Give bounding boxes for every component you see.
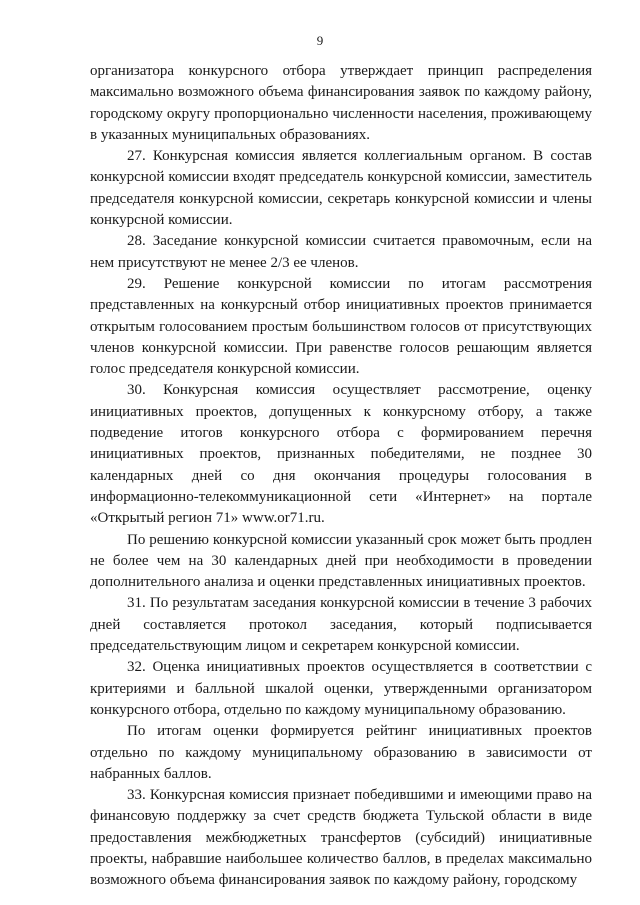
paragraph-28: 28. Заседание конкурсной комиссии считается правомочным, если на нем присутствуют не менее 2/3 ее членов. [90, 233, 592, 271]
paragraph-32-rating: По итогам оценки формируется рейтинг инициативных проектов отдельно по каждому муниципальному образованию в зависимости от набранных баллов. [90, 723, 592, 782]
page-number: 9 [316, 33, 324, 48]
document-body [90, 61, 592, 892]
paragraph-continuation: организатора конкурсного отбора утверждает принцип распределения максимально возможного объема финансирования заявок по каждому району, городскому округу пропорционально численности населения, проживающему в указанных муниципальных образованиях. [90, 63, 592, 143]
paragraph-31: 31. По результатам заседания конкурсной комиссии в течение 3 рабочих дней составляется протокол заседания, который подписывается председательствующим лицом и секретарем конкурсной комиссии. [90, 595, 592, 655]
paragraph-30: 30. Конкурсная комиссия осуществляет рассмотрение, оценку инициативных проектов, допущенных к конкурсному отбору, а также подведение итогов конкурсного отбора с формированием перечня инициативных проектов, признанных победителями, не позднее 30 календарных дней со дня окончания процедуры голосования в информационно-телекоммуникационной сети «Интернет» на портале «Открытый регион 71» www.or71.ru. [90, 382, 592, 527]
paragraph-30-extension: По решению конкурсной комиссии указанный срок может быть продлен не более чем на 30 календарных дней при необходимости в проведении дополнительного анализа и оценки представленных инициативных проектов. [90, 531, 592, 591]
paragraph-32: 32. Оценка инициативных проектов осуществляется в соответствии с критериями и балльной шкалой оценки, утвержденными организатором конкурсного отбора, отдельно по каждому муниципальному образованию. [90, 659, 592, 718]
paragraph-33: 33. Конкурсная комиссия признает победившими и имеющими право на финансовую поддержку за счет средств бюджета Тульской области в виде предоставления межбюджетных трансфертов (субсидий) инициативные проекты, набравшие наибольшее количество баллов, в пределах максимально возможного объема финансирования заявок по каждому району, городскому [90, 787, 592, 889]
paragraph-27: 27. Конкурсная комиссия является коллегиальным органом. В состав конкурсной комиссии входят председатель конкурсной комиссии, заместитель председателя конкурсной комиссии, секретарь конкурсной комиссии и члены конкурсной комиссии. [90, 148, 592, 229]
paragraph-29: 29. Решение конкурсной комиссии по итогам рассмотрения представленных на конкурсный отбор инициативных проектов принимается открытым голосованием простым большинством голосов от присутствующих членов конкурсной комиссии. При равенстве голосов решающим является голос председателя конкурсной комиссии. [90, 275, 592, 378]
